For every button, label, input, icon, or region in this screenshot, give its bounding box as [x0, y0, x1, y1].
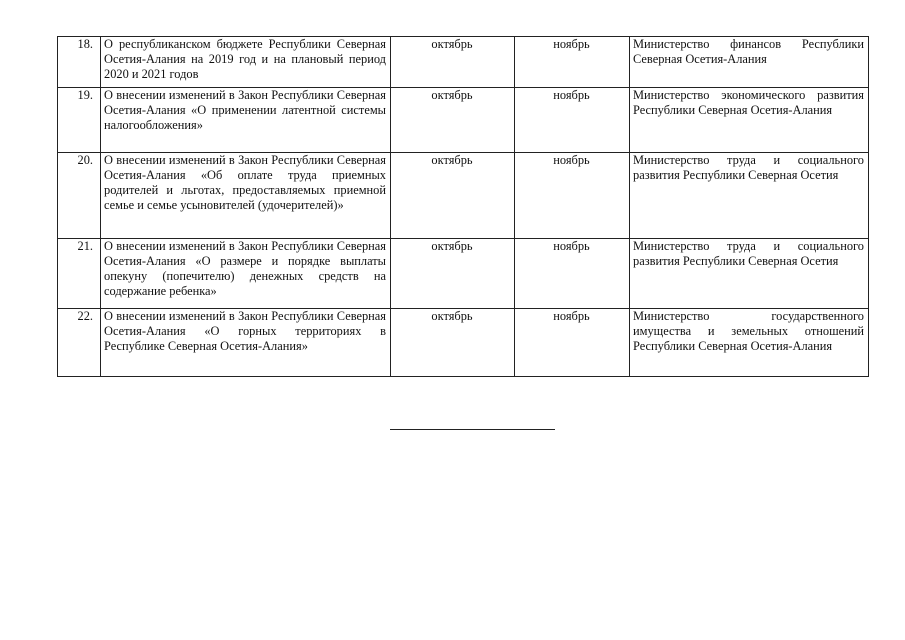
responsible-ministry: Министерство экономического развития Республики Северная Осетия-Алания — [630, 88, 869, 153]
table-row — [58, 37, 869, 88]
row-number: 20. — [58, 153, 101, 239]
adoption-month: ноябрь — [515, 239, 630, 309]
table-row — [58, 153, 869, 239]
law-title: О внесении изменений в Закон Республики Северная Осетия-Алания «О размере и порядке выплаты опекуну (попечителю) денежных средств на содержание ребенка» — [101, 239, 391, 309]
adoption-month: ноябрь — [515, 309, 630, 377]
law-title: О внесении изменений в Закон Республики Северная Осетия-Алания «Об оплате труда приемных родителей и льготах, предоставляемых приемной семье и семье усыновителей (удочерителей)» — [101, 153, 391, 239]
adoption-month: ноябрь — [515, 88, 630, 153]
responsible-ministry: Министерство труда и социального развития Республики Северная Осетия — [630, 239, 869, 309]
submission-month: октябрь — [391, 309, 515, 377]
submission-month: октябрь — [391, 88, 515, 153]
law-title: О внесении изменений в Закон Республики Северная Осетия-Алания «О горных территориях в Республике Северная Осетия-Алания» — [101, 309, 391, 377]
law-title: О внесении изменений в Закон Республики Северная Осетия-Алания «О применении латентной системы налогообложения» — [101, 88, 391, 153]
row-number: 21. — [58, 239, 101, 309]
end-separator-line — [390, 429, 555, 430]
adoption-month: ноябрь — [515, 37, 630, 88]
law-title: О республиканском бюджете Республики Северная Осетия-Алания на 2019 год и на плановый период 2020 и 2021 годов — [101, 37, 391, 88]
table-row — [58, 88, 869, 153]
responsible-ministry: Министерство труда и социального развития Республики Северная Осетия — [630, 153, 869, 239]
table-row — [58, 309, 869, 377]
adoption-month: ноябрь — [515, 153, 630, 239]
submission-month: октябрь — [391, 37, 515, 88]
row-number: 22. — [58, 309, 101, 377]
responsible-ministry: Министерство финансов Республики Северная Осетия-Алания — [630, 37, 869, 88]
responsible-ministry: Министерство государственного имущества и земельных отношений Республики Северная Осетия-Алания — [630, 309, 869, 377]
table-row — [58, 239, 869, 309]
legislation-plan-table — [57, 36, 869, 377]
submission-month: октябрь — [391, 239, 515, 309]
row-number: 18. — [58, 37, 101, 88]
submission-month: октябрь — [391, 153, 515, 239]
row-number: 19. — [58, 88, 101, 153]
